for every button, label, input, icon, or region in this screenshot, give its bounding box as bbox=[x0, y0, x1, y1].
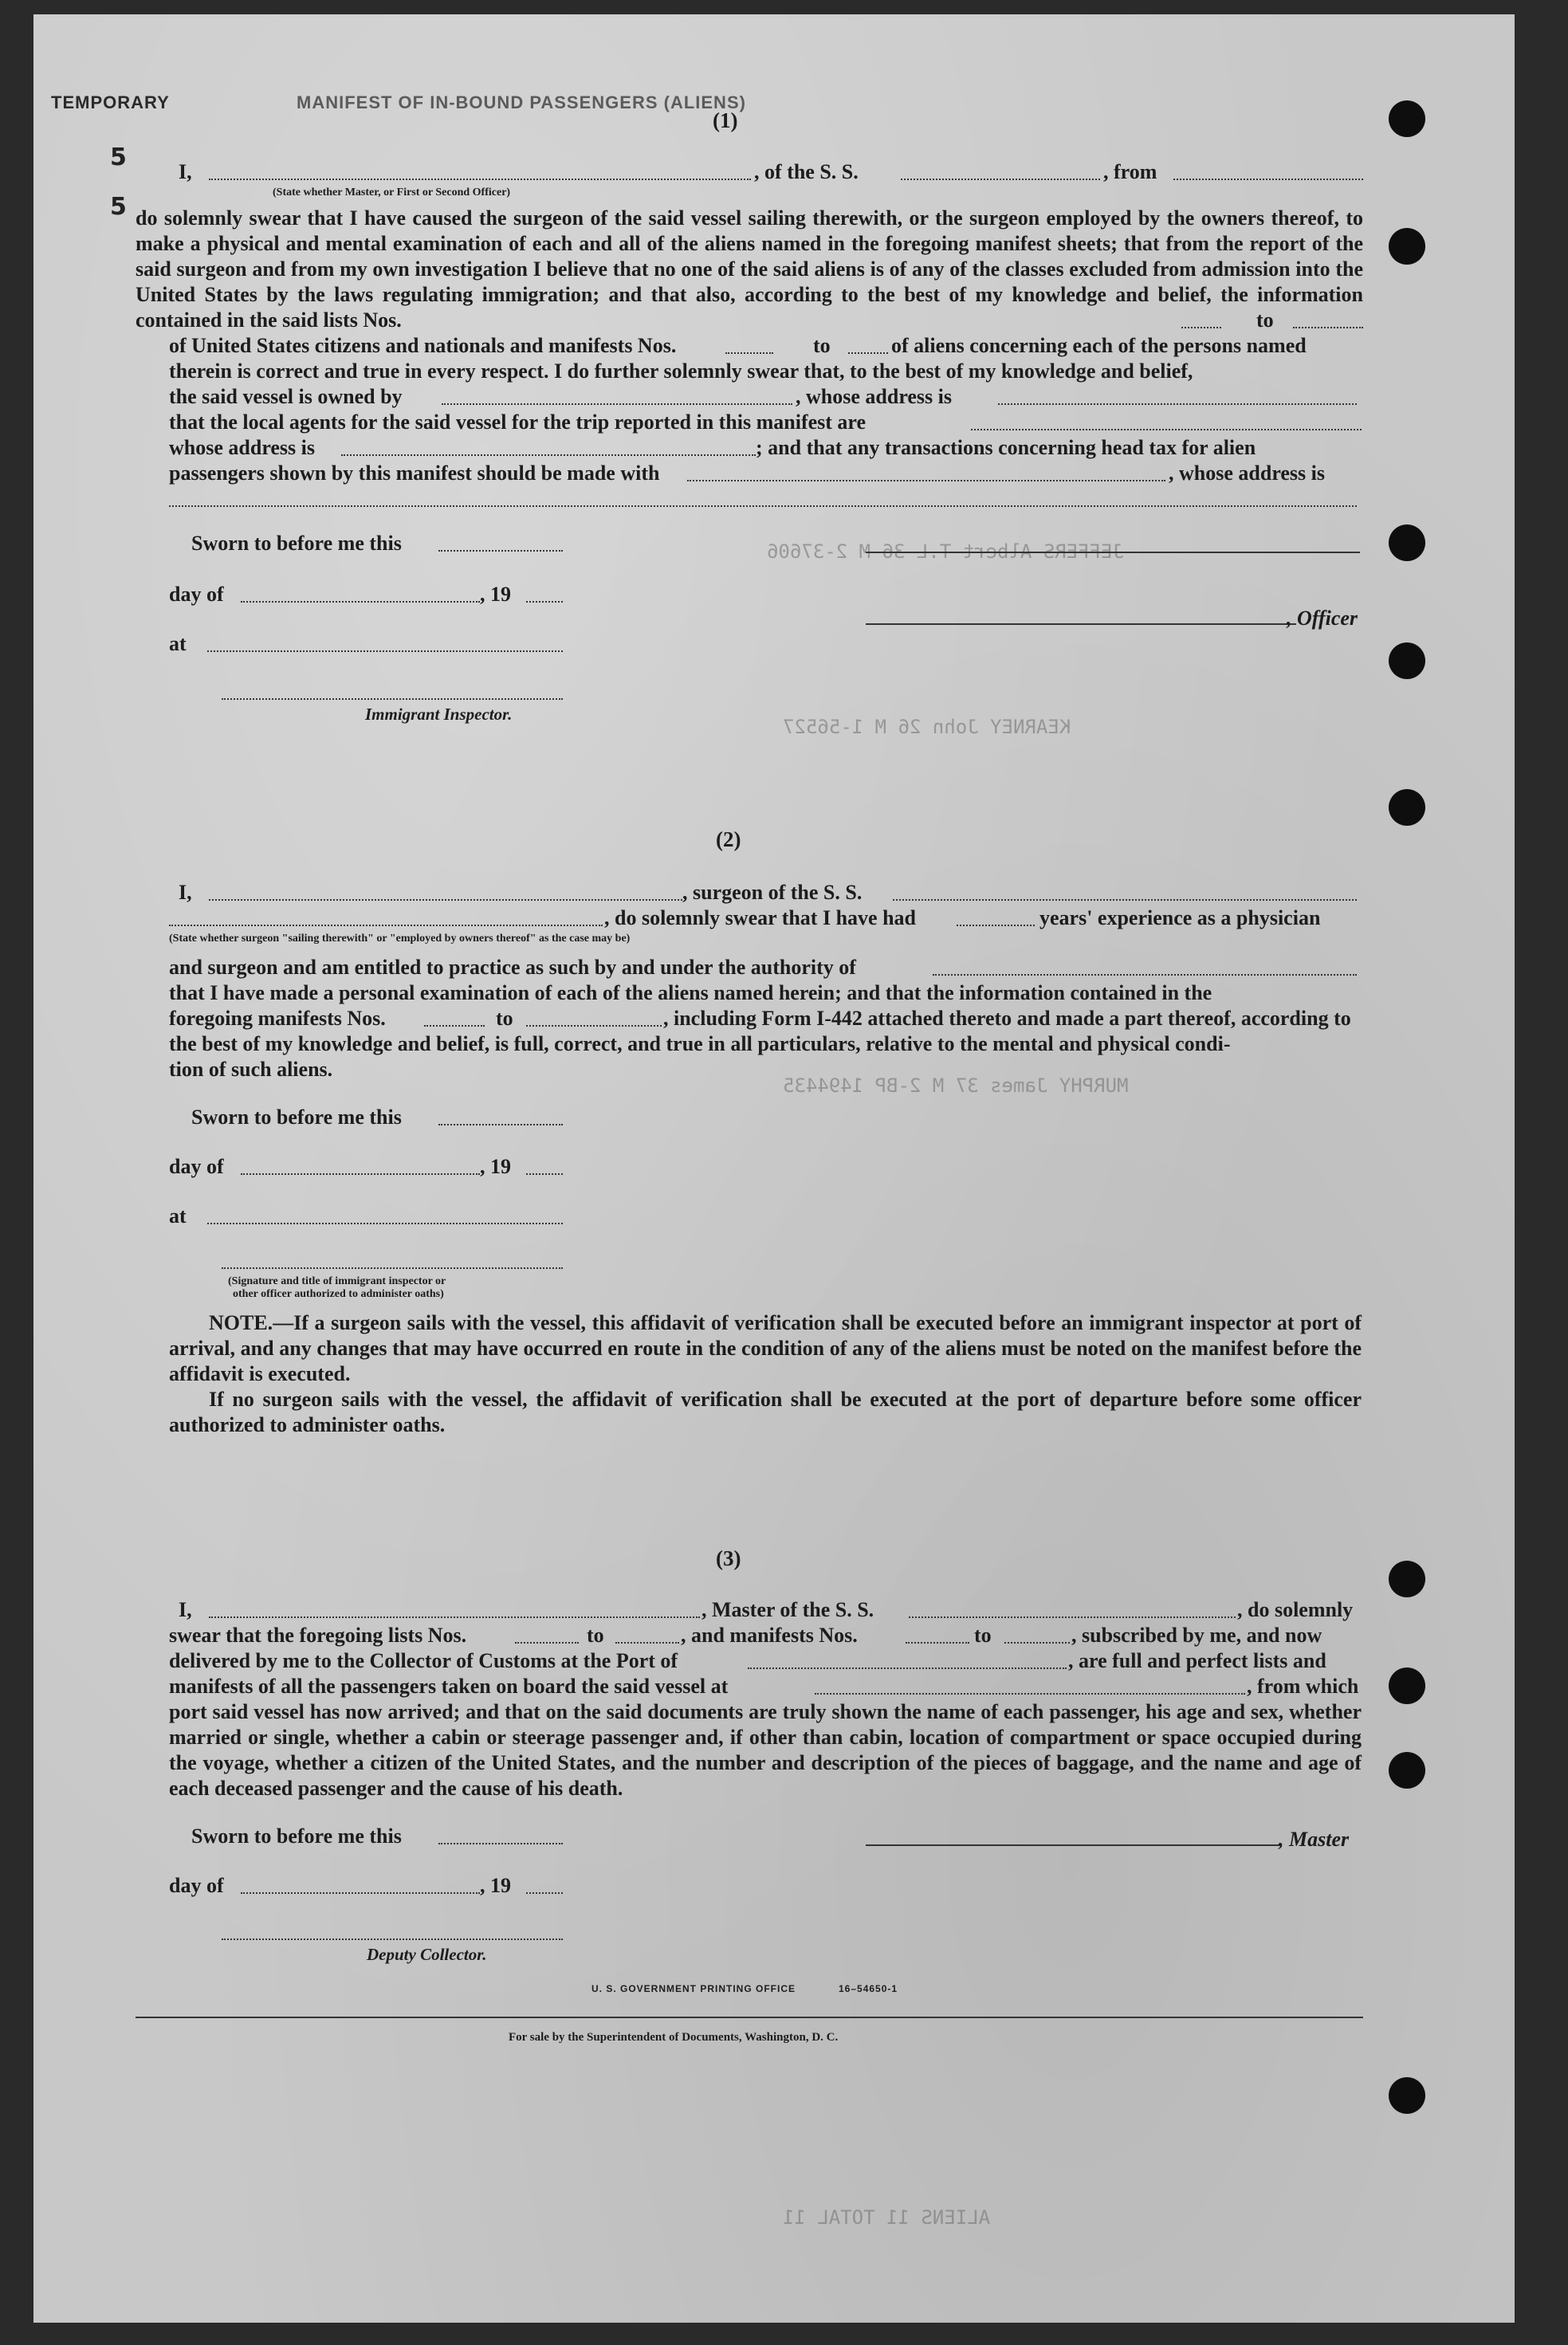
s3-master-sig-label: , Master bbox=[1279, 1828, 1350, 1851]
s1-year-line bbox=[526, 601, 563, 603]
s3-year: , 19 bbox=[480, 1874, 511, 1897]
s2-sig-line bbox=[222, 1267, 563, 1269]
s3-manifest-from-line bbox=[906, 1642, 969, 1644]
s2-vessel-line bbox=[893, 899, 1357, 901]
s1-passengers: passengers shown by this manifest should be made with bbox=[169, 462, 660, 485]
s2-years-line bbox=[957, 925, 1035, 926]
s1-head-tax-address-line bbox=[169, 505, 1357, 507]
s1-officer-label: , Officer bbox=[1287, 607, 1358, 630]
s3-line3b: , are full and perfect lists and bbox=[1068, 1649, 1326, 1672]
s1-at-line bbox=[207, 650, 563, 652]
s3-sworn-line bbox=[438, 1843, 563, 1844]
s1-transactions: ; and that any transactions concerning head tax for alien bbox=[756, 436, 1256, 459]
s2-caption: (State whether surgeon "sailing therewith" or "employed by owners thereof" as the case may be) bbox=[169, 933, 631, 945]
s2-day-line bbox=[241, 1173, 480, 1175]
s2-line4b: , including Form I-442 attached thereto and made a part thereof, according to bbox=[663, 1007, 1351, 1030]
s1-day-line bbox=[241, 601, 480, 603]
s2-years: years' experience as a physician bbox=[1039, 906, 1321, 929]
header-temporary: TEMPORARY bbox=[51, 92, 170, 112]
s2-line5: the best of my knowledge and belief, is full, correct, and true in all particulars, relative to the mental and physical condi- bbox=[169, 1032, 1231, 1055]
s1-whose-address3: , whose address is bbox=[1169, 462, 1326, 485]
s3-deputy-label: Deputy Collector. bbox=[367, 1945, 487, 1964]
s3-master: , Master of the S. S. bbox=[701, 1598, 874, 1621]
document-page bbox=[33, 14, 1515, 2323]
s2-at: at bbox=[169, 1204, 187, 1227]
s1-day-of: day of bbox=[169, 583, 224, 606]
s3-oath-paragraph: port said vessel has now arrived; and that on the said documents are truly shown the name of each passenger, his age and sex, whether married or single, whether a cabin or steerage passenger and, if other than cabin, location of compartment or space occupied during the voyage, whether a citizen of the United States, and the number and description of the pieces of baggage, and the name and age of each deceased passenger and the cause of his death. bbox=[169, 1700, 1362, 1800]
s2-i: I, bbox=[179, 881, 192, 904]
s3-i: I, bbox=[179, 1598, 192, 1621]
s3-master-sig-line bbox=[866, 1844, 1280, 1846]
s1-citizens-rest: of aliens concerning each of the persons named bbox=[891, 334, 1307, 357]
section-2-number: (2) bbox=[716, 827, 741, 851]
s1-of-ss: , of the S. S. bbox=[754, 160, 859, 183]
s3-line2c: , subscribed by me, and now bbox=[1071, 1624, 1322, 1647]
binder-hole bbox=[1389, 642, 1425, 679]
s2-status-line bbox=[169, 925, 603, 926]
s3-port-line bbox=[748, 1667, 1067, 1669]
s2-day-of: day of bbox=[169, 1155, 224, 1178]
s1-vessel-line bbox=[901, 179, 1100, 180]
s3-boarded-line bbox=[815, 1693, 1245, 1695]
s1-whose-address: , whose address is bbox=[796, 385, 953, 408]
s1-lists-from-line bbox=[1181, 327, 1221, 328]
s1-sworn: Sworn to before me this bbox=[191, 532, 402, 555]
s1-oath-paragraph: do solemnly swear that I have caused the surgeon of the said vessel sailing therewith, or the surgeon employed by the owners thereof, to make a physical and mental examination of each and all of the aliens named in the foregoing manifest sheets; that from the report of the said surgeon and from my own investigation I believe that no one of the said aliens is of any of the classes excluded from admission into the United States by the laws regulating immigration; and that also, according to the best of my knowledge and belief, the information contained in the said lists Nos. bbox=[136, 206, 1363, 332]
s3-solemnly: , do solemnly bbox=[1237, 1598, 1354, 1621]
s2-sig-caption-2: other officer authorized to administer oaths) bbox=[233, 1288, 444, 1300]
s1-citizens: of United States citizens and nationals and manifests Nos. bbox=[169, 334, 677, 357]
s1-inspector-label: Immigrant Inspector. bbox=[365, 705, 513, 724]
gpo-imprint: U. S. GOVERNMENT PRINTING OFFICE bbox=[591, 1983, 796, 1994]
s1-at: at bbox=[169, 632, 187, 655]
s1-i: I, bbox=[179, 160, 192, 183]
s1-from-line bbox=[1173, 179, 1363, 180]
s3-vessel-line bbox=[909, 1616, 1236, 1618]
s1-owner-address-line bbox=[998, 403, 1357, 405]
s2-at-line bbox=[207, 1223, 563, 1224]
binder-hole bbox=[1389, 1667, 1425, 1704]
binder-hole bbox=[1389, 1752, 1425, 1789]
s1-lists-to: to bbox=[1256, 308, 1274, 332]
section-1-number: (1) bbox=[713, 108, 738, 132]
sale-notice: For sale by the Superintendent of Documents, Washington, D. C. bbox=[509, 2031, 839, 2044]
s3-line2b: , and manifests Nos. bbox=[681, 1624, 858, 1647]
s1-citizens-to: to bbox=[813, 334, 831, 357]
bleed-through-text: JEFFERS Albert T.L 36 M 2-37606 bbox=[767, 540, 1124, 563]
s1-lists-to-line bbox=[1293, 327, 1363, 328]
s1-manifest-to-line bbox=[848, 352, 888, 354]
gpo-number: 16–54650-1 bbox=[839, 1983, 898, 1994]
s2-year-line bbox=[526, 1173, 563, 1175]
section-3-number: (3) bbox=[716, 1546, 741, 1570]
s2-sworn: Sworn to before me this bbox=[191, 1106, 402, 1129]
footer-rule bbox=[136, 2017, 1363, 2018]
binder-hole bbox=[1389, 100, 1425, 137]
s3-lists-to-line bbox=[615, 1642, 679, 1644]
s2-note-text: —If a surgeon sails with the vessel, this affidavit of verification shall be executed before an immigrant inspector at port of arrival, and any changes that may have occurred en route in the condition of any of the aliens must be noted on the manifest before the affidavit is executed. bbox=[169, 1311, 1362, 1385]
s2-note-1 bbox=[169, 1310, 1362, 1387]
s3-day-of: day of bbox=[169, 1874, 224, 1897]
s1-manifest-from-line bbox=[725, 352, 773, 354]
s3-line2-to: to bbox=[587, 1624, 604, 1647]
s2-name-line bbox=[209, 899, 682, 901]
bleed-through-text: MURPHY James 37 M 2-BP 1494435 bbox=[783, 1074, 1129, 1097]
s2-line3: that I have made a personal examination of each of the aliens named herein; and that the information contained in the bbox=[169, 981, 1212, 1004]
header-title: MANIFEST OF IN-BOUND PASSENGERS (ALIENS) bbox=[297, 92, 746, 112]
s3-name-line bbox=[209, 1616, 700, 1618]
binder-hole bbox=[1389, 789, 1425, 826]
s1-owner-line bbox=[442, 403, 792, 405]
s3-lists-from-line bbox=[515, 1642, 579, 1644]
s2-sworn-line bbox=[438, 1124, 563, 1125]
s2-note-2: If no surgeon sails with the vessel, the affidavit of verification shall be executed at the port of departure before some officer authorized to administer oaths. bbox=[169, 1388, 1362, 1436]
s3-line2-to2: to bbox=[974, 1624, 992, 1647]
s1-from: , from bbox=[1103, 160, 1157, 183]
s1-agents-line bbox=[971, 429, 1362, 430]
s3-line2a: swear that the foregoing lists Nos. bbox=[169, 1624, 467, 1647]
s1-correct: therein is correct and true in every respect. I do further solemnly swear that, to the best of my knowledge and belief, bbox=[169, 359, 1193, 383]
s3-line4b: , from which bbox=[1247, 1675, 1359, 1698]
s1-local-agents: that the local agents for the said vessel for the trip reported in this manifest are bbox=[169, 410, 867, 434]
binder-hole bbox=[1389, 228, 1425, 265]
s1-agents-address-line bbox=[341, 454, 756, 456]
binder-hole bbox=[1389, 2077, 1425, 2114]
s2-manifest-from-line bbox=[424, 1025, 485, 1027]
s2-note-label: NOTE. bbox=[209, 1311, 273, 1334]
s2-line4-to: to bbox=[496, 1007, 513, 1030]
bleed-through-text: KEARNEY John 26 M 1-56527 bbox=[783, 716, 1071, 738]
binder-hole bbox=[1389, 524, 1425, 561]
s1-head-tax-line bbox=[687, 480, 1165, 481]
s1-officer-sig-line bbox=[866, 552, 1360, 553]
s1-owned-by: the said vessel is owned by bbox=[169, 385, 403, 408]
s1-sworn-line bbox=[438, 550, 563, 552]
s2-authority-line bbox=[933, 974, 1357, 976]
s2-line4a: foregoing manifests Nos. bbox=[169, 1007, 386, 1030]
s3-sworn: Sworn to before me this bbox=[191, 1825, 402, 1848]
s2-swear: , do solemnly swear that I have had bbox=[604, 906, 917, 929]
s2-sig-caption-1: (Signature and title of immigrant inspector or bbox=[228, 1275, 446, 1287]
s2-surgeon: , surgeon of the S. S. bbox=[682, 881, 863, 904]
s3-day-line bbox=[241, 1892, 480, 1894]
s1-officer-line bbox=[866, 623, 1296, 625]
s3-line4a: manifests of all the passengers taken on board the said vessel at bbox=[169, 1675, 729, 1698]
s2-line6: tion of such aliens. bbox=[169, 1058, 333, 1081]
bleed-through-text: ALIENS 11 TOTAL 11 bbox=[783, 2206, 991, 2229]
s1-inspector-line bbox=[222, 698, 563, 700]
s2-manifest-to-line bbox=[526, 1025, 662, 1027]
s2-year: , 19 bbox=[480, 1155, 511, 1178]
s1-year: , 19 bbox=[480, 583, 511, 606]
s1-master-line bbox=[209, 179, 751, 180]
s3-line3a: delivered by me to the Collector of Customs at the Port of bbox=[169, 1649, 678, 1672]
s1-whose-address2: whose address is bbox=[169, 436, 316, 459]
s1-master-caption: (State whether Master, or First or Second Officer) bbox=[273, 187, 511, 198]
s3-deputy-line bbox=[222, 1938, 563, 1940]
binder-hole bbox=[1389, 1561, 1425, 1597]
s3-year-line bbox=[526, 1892, 563, 1894]
s2-line2: and surgeon and am entitled to practice as such by and under the authority of bbox=[169, 956, 856, 979]
s3-manifest-to-line bbox=[1004, 1642, 1070, 1644]
margin-mark: 5 bbox=[110, 143, 127, 171]
margin-mark: 5 bbox=[110, 193, 127, 221]
